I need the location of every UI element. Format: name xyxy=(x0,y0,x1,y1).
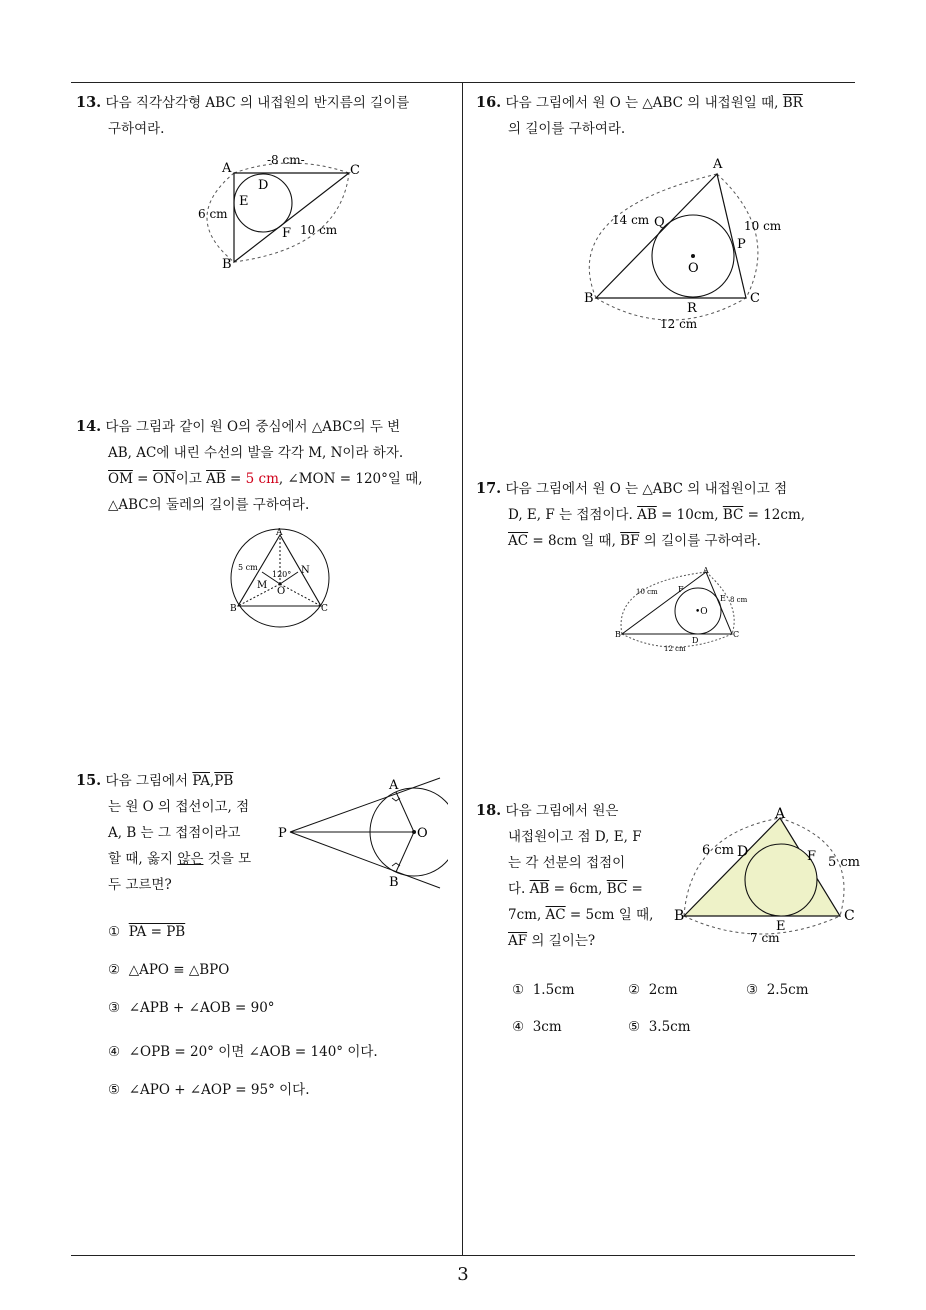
question-text: D, E, F 는 접점이다. $\overline{AB} = 10cm$, $\overline{BC} = 12cm$, xyxy=(508,507,806,523)
choice-2[interactable]: ② △APO ≡ △BPO xyxy=(108,962,230,978)
choice-3[interactable]: ③ ∠APB + ∠AOB = 90° xyxy=(108,1000,275,1016)
label-ab-length: 14 cm xyxy=(612,213,650,227)
question-text: AB, AC에 내린 수선의 발을 각각 M, N이라 하자. xyxy=(108,445,404,461)
label-ac-length: -8 cm- xyxy=(267,153,305,167)
choice-4[interactable]: ④ 3cm xyxy=(512,1019,562,1035)
label-e: E xyxy=(239,194,249,209)
label-q: Q xyxy=(654,215,665,230)
column-divider xyxy=(462,82,463,1256)
label-bc-length: 10 cm xyxy=(300,223,338,237)
q18-figure xyxy=(670,804,862,948)
label-ab-length: 6 cm xyxy=(198,207,228,221)
question-number: 14. xyxy=(76,418,102,435)
question-number: 17. xyxy=(476,480,502,497)
label-c: C xyxy=(844,908,855,924)
label-o: O xyxy=(417,826,428,841)
question-text: 다음 그림과 같이 원 O의 중심에서 △ABC의 두 변 xyxy=(105,419,401,435)
label-b: B xyxy=(674,908,685,924)
question-18 xyxy=(476,798,664,954)
q16-figure xyxy=(580,152,790,336)
q15-figure xyxy=(276,772,448,892)
label-a: A xyxy=(276,528,283,538)
question-text: $\overline{AF}$ 의 길이는? xyxy=(508,933,596,949)
label-ab-length: 10 cm xyxy=(636,588,658,596)
label-bc-length: 7 cm xyxy=(750,931,780,945)
label-f: F xyxy=(807,849,817,864)
question-text: 다. $\overline{AB} = 6cm$, $\overline{BC}$ = xyxy=(508,881,643,897)
label-a: A xyxy=(775,806,786,822)
bottom-rule xyxy=(71,1255,855,1256)
label-d: D xyxy=(692,636,699,645)
label-o: O xyxy=(277,586,286,597)
question-16: 16. 다음 그림에서 원 O 는 △ABC 의 내접원일 때, $\overline{BR}$ 의 길이를 구하여라. xyxy=(476,90,860,142)
label-b: B xyxy=(584,291,594,306)
question-17 xyxy=(476,476,860,554)
label-c: C xyxy=(750,291,760,306)
label-e: E xyxy=(720,594,726,603)
question-text: 내접원이고 점 D, E, F xyxy=(508,829,642,845)
question-number: 18. xyxy=(476,802,502,819)
question-text: 다음 그림에서 원은 xyxy=(505,803,619,819)
label-b: B xyxy=(615,630,621,639)
question-text: 다음 직각삼각형 ABC 의 내접원의 반지름의 길이를 xyxy=(105,95,410,111)
question-text: 7cm, $\overline{AC} = 5cm$ 일 때, xyxy=(508,907,654,923)
question-text: 는 각 선분의 접점이 xyxy=(508,855,626,871)
question-15: 15. 다음 그림에서 $\overline{PA},\overline{PB}$ 는 원 O 의 접선이고, 점 A, B 는 그 접점이라고 할 때, 옳지 않은 것을 모 두 고르면? xyxy=(76,768,276,898)
question-text: 할 때, 옳지 않은 것을 모 xyxy=(108,851,252,867)
question-number: 13. xyxy=(76,94,102,111)
question-text: 두 고르면? xyxy=(108,877,172,893)
highlighted-length: 5 cm xyxy=(245,471,279,487)
question-text: 다음 그림에서 원 O 는 △ABC 의 내접원이고 점 xyxy=(505,481,788,497)
label-r: R xyxy=(687,301,697,316)
label-b: B xyxy=(389,875,399,890)
label-ac-length: 5 cm xyxy=(828,855,861,870)
label-o: •O xyxy=(695,607,708,617)
top-rule xyxy=(71,82,855,83)
label-p: P xyxy=(737,237,746,252)
label-b: B xyxy=(222,257,232,272)
label-n: N xyxy=(301,565,310,576)
label-a: A xyxy=(703,566,709,575)
label-b: B xyxy=(230,604,237,614)
label-c: C xyxy=(321,604,328,614)
label-f: F xyxy=(282,226,292,241)
question-number: 15. xyxy=(76,772,102,789)
question-text: △ABC의 둘레의 길이를 구하여라. xyxy=(108,497,310,513)
label-c: C xyxy=(733,630,740,639)
choice-4[interactable]: ④ ∠OPB = 20° 이면 ∠AOB = 140° 이다. xyxy=(108,1044,378,1060)
label-a: A xyxy=(713,157,723,172)
question-text: 의 길이를 구하여라. xyxy=(508,121,626,137)
label-d: D xyxy=(258,178,269,193)
label-m: M xyxy=(257,580,268,591)
label-o: O xyxy=(688,261,699,276)
page-number: 3 xyxy=(457,1264,469,1285)
choice-5[interactable]: ⑤ 3.5cm xyxy=(628,1019,691,1035)
question-13 xyxy=(76,90,458,142)
question-text: A, B 는 그 접점이라고 xyxy=(108,825,241,841)
label-angle: 120° xyxy=(272,570,292,579)
label-e: E xyxy=(776,919,786,934)
question-text: 구하여라. xyxy=(108,121,165,137)
choice-1[interactable]: ① 1.5cm xyxy=(512,982,575,998)
label-side-length: 5 cm xyxy=(238,563,258,572)
label-a: A xyxy=(222,161,232,176)
label-f: F xyxy=(678,585,684,594)
question-text: 는 원 O 의 접선이고, 점 xyxy=(108,799,250,815)
label-ab-length: 6 cm xyxy=(702,843,735,858)
choice-2[interactable]: ② 2cm xyxy=(628,982,678,998)
label-a: A xyxy=(389,778,399,793)
label-bc-length: 12 cm xyxy=(664,645,686,653)
q17-figure xyxy=(612,564,758,656)
underlined-word: 않은 xyxy=(177,851,204,867)
label-ac-length: 10 cm xyxy=(744,219,782,233)
label-p: P xyxy=(278,826,287,841)
choice-3[interactable]: ③ 2.5cm xyxy=(746,982,809,998)
q13-figure xyxy=(190,148,370,276)
label-d: D xyxy=(737,844,749,860)
label-c: C xyxy=(350,163,360,178)
choice-1[interactable]: ① PA = PB xyxy=(108,924,186,940)
q14-figure xyxy=(228,526,336,630)
question-text: $\overline{AC} = 8cm$ 일 때, $\overline{BF}$ 의 길이를 구하여라. xyxy=(508,533,761,549)
label-bc-length: 12 cm xyxy=(660,317,698,331)
question-14 xyxy=(76,414,458,518)
label-ac-length: 8 cm xyxy=(730,596,748,604)
question-text: $\overline{OM} = \overline{ON}$이고 $\overline{AB} = 5$ cm, ∠MON = 120°일 때, xyxy=(108,471,423,487)
choice-5[interactable]: ⑤ ∠APO + ∠AOP = 95° 이다. xyxy=(108,1082,310,1098)
question-number: 16. xyxy=(476,94,502,111)
